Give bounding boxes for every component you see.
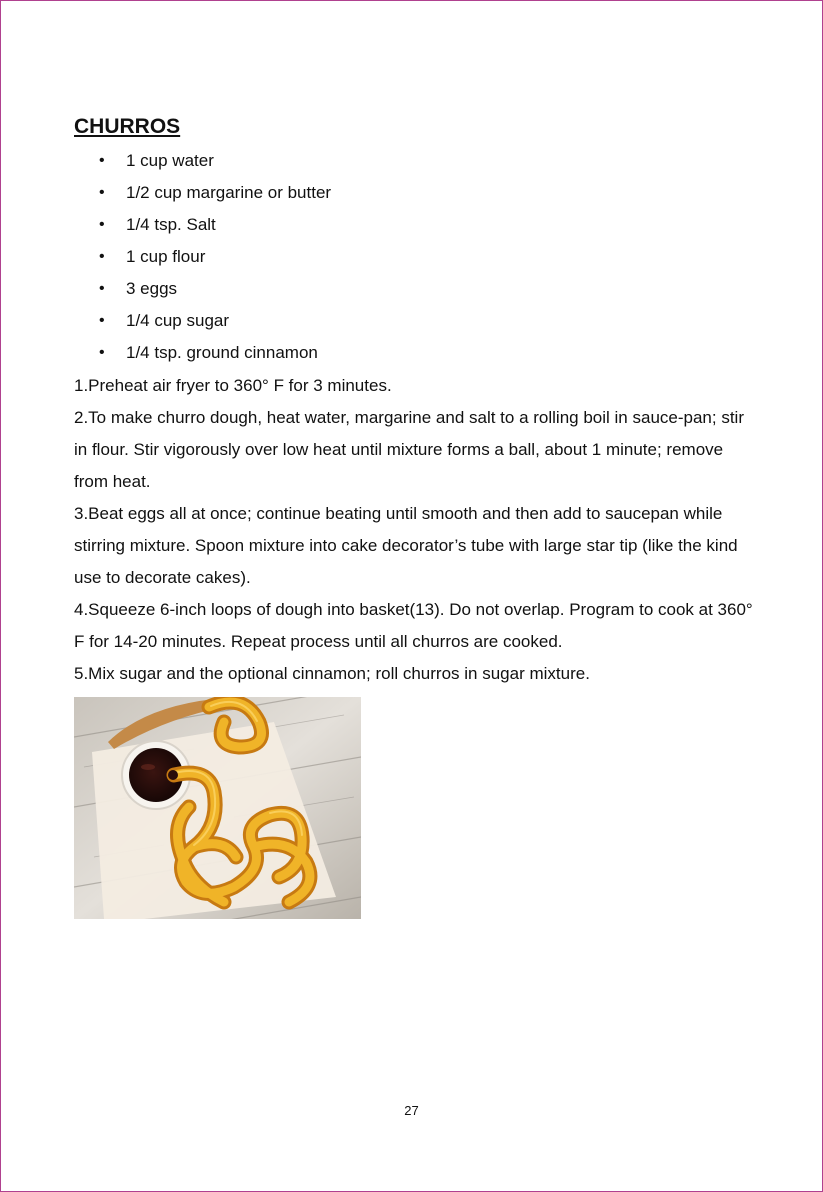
bullet-icon: • — [99, 312, 105, 329]
bullet-icon: • — [99, 184, 105, 201]
ingredient-item — [74, 242, 331, 274]
page-number: 27 — [404, 1103, 419, 1118]
bullet-icon: • — [99, 248, 105, 265]
bullet-icon: • — [99, 152, 105, 169]
ingredient-item — [74, 338, 331, 370]
instructions — [74, 370, 754, 690]
bullet-icon: • — [99, 344, 105, 361]
instruction-step: 1.Preheat air fryer to 360° F for 3 minutes. — [74, 376, 392, 395]
recipe-title: CHURROS — [74, 115, 181, 138]
instruction-step: 2.To make churro dough, heat water, margarine and salt to a rolling boil in sauce-pan; stir in flour. Stir vigorously over low heat until mixture forms a ball, about 1 minute; remove from heat. — [74, 408, 744, 491]
ingredient-text: 3 eggs — [126, 279, 178, 298]
ingredient-text: 1/4 cup sugar — [126, 311, 230, 330]
bullet-icon: • — [99, 280, 105, 297]
instruction-step: 3.Beat eggs all at once; continue beating until smooth and then add to saucepan while stirring mixture. Spoon mixture into cake decorator’s tube with large star tip (like the kind use to decorate cakes). — [74, 504, 738, 587]
ingredient-item — [74, 306, 331, 338]
ingredient-item — [74, 146, 331, 178]
ingredient-text: 1/4 tsp. ground cinnamon — [126, 343, 318, 362]
ingredient-text: 1/4 tsp. Salt — [126, 215, 216, 234]
ingredient-item — [74, 274, 331, 306]
instruction-step: 5.Mix sugar and the optional cinnamon; roll churros in sugar mixture. — [74, 664, 590, 683]
churros-photo — [74, 697, 361, 919]
ingredient-list — [74, 146, 331, 370]
ingredient-text: 1/2 cup margarine or butter — [126, 183, 332, 202]
ingredient-text: 1 cup water — [126, 151, 214, 170]
ingredient-item — [74, 178, 331, 210]
bullet-icon: • — [99, 216, 105, 233]
ingredient-text: 1 cup flour — [126, 247, 206, 266]
ingredient-item — [74, 210, 331, 242]
instruction-step: 4.Squeeze 6-inch loops of dough into basket(13). Do not overlap. Program to cook at 360° F for 14-20 minutes. Repeat process until all churros are cooked. — [74, 600, 753, 651]
